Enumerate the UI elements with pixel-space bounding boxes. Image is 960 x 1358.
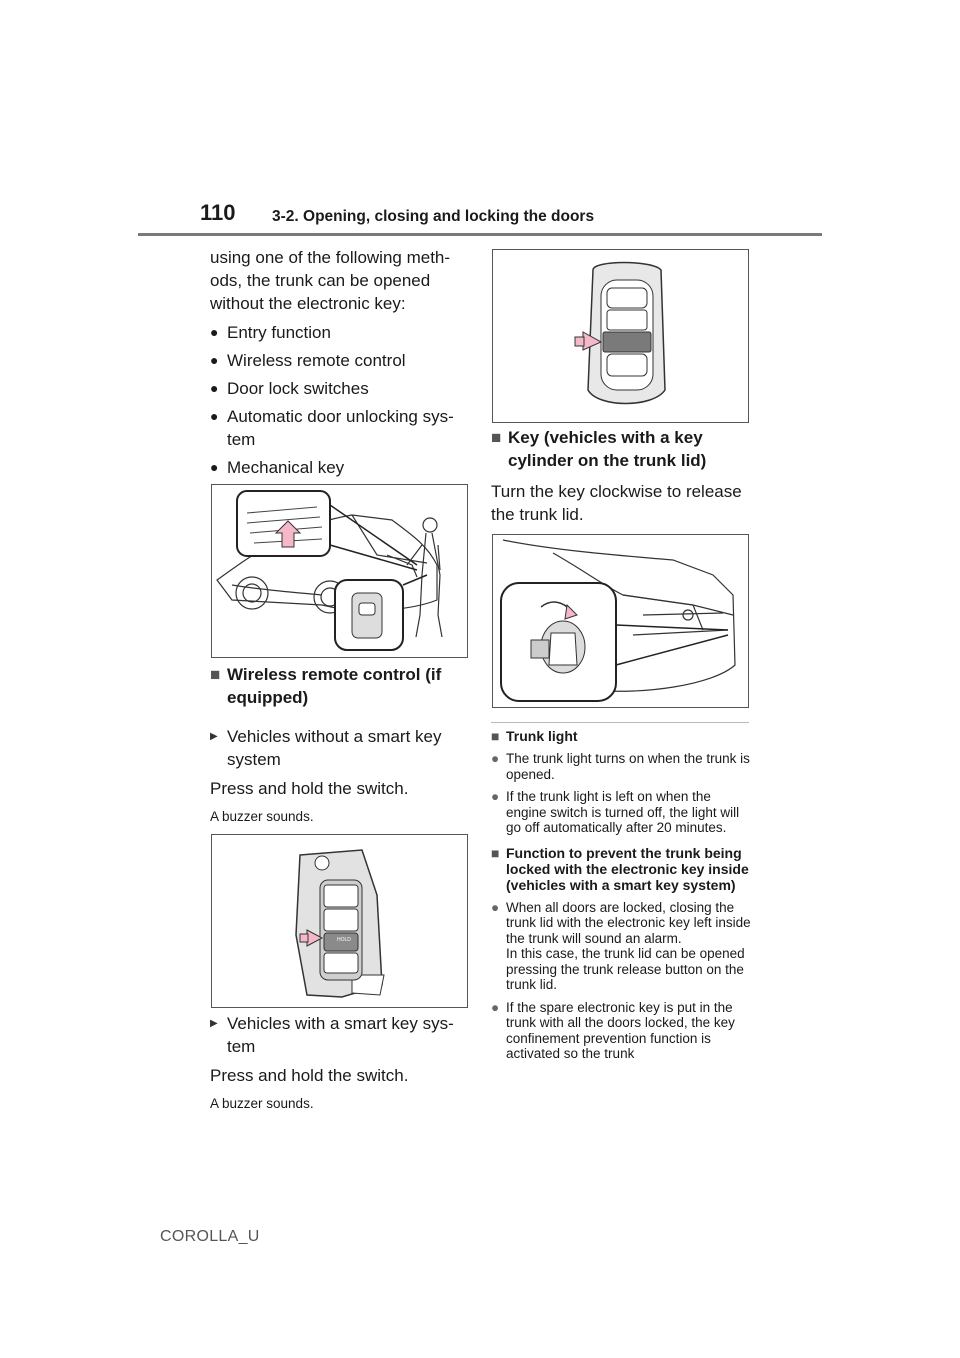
- right-column-middle: [491, 426, 753, 526]
- bullet-dot-icon: ●: [210, 408, 219, 424]
- square-bullet-icon: ■: [491, 844, 500, 861]
- note-heading-prevent-lock: ■ Function to prevent the trunk being locked with the electronic key inside (vehicles with a smart key system): [491, 844, 749, 893]
- turn-key-text: Turn the key clockwise to release the trunk lid.: [491, 482, 742, 524]
- note-item: ● The trunk light turns on when the trunk is opened.: [491, 751, 750, 782]
- footer-model: COROLLA_U: [160, 1228, 260, 1245]
- bullet-dot-icon: ●: [491, 999, 500, 1015]
- buzzer-note-2: A buzzer sounds.: [210, 1096, 314, 1111]
- left-column: [210, 246, 472, 479]
- figure-flip-key: [211, 834, 468, 1008]
- bullet-dot-icon: ●: [210, 459, 219, 475]
- buzzer-note: A buzzer sounds.: [210, 809, 314, 824]
- intro-text: using one of the following meth-ods, the trunk can be opened without the electronic key:: [210, 248, 451, 313]
- bullet-dot-icon: ●: [210, 324, 219, 340]
- press-hold-text-2: Press and hold the switch.: [210, 1066, 409, 1085]
- note-item: ● If the trunk light is left on when the engine switch is turned off, the light will go off automatically after 20 minutes.: [491, 789, 740, 835]
- bullet-dot-icon: ●: [491, 899, 500, 915]
- smart-key-illustration: [493, 250, 748, 422]
- note-item: ● If the spare electronic key is put in the trunk with all the doors locked, the key confinement prevention function is activated so the trunk: [491, 999, 735, 1061]
- left-column-lower: [210, 663, 472, 825]
- bullet-dot-icon: ●: [210, 380, 219, 396]
- note-item: ● When all doors are locked, closing the trunk lid with the electronic key left inside the trunk will sound an alarm. In this case, the trunk lid can be opened pressing the trunk release button on the trunk lid.: [491, 899, 751, 992]
- key-cylinder-illustration: [493, 535, 748, 707]
- heading-wireless-remote: ■ Wireless remote control (if equipped): [210, 665, 442, 707]
- subheading-smart-key: ▶ Vehicles with a smart key sys-tem: [210, 1014, 454, 1056]
- square-bullet-icon: ■: [491, 428, 502, 447]
- bullet-dot-icon: ●: [491, 789, 500, 804]
- notes-divider: [491, 722, 749, 723]
- triangle-bullet-icon: ▶: [210, 731, 218, 742]
- method-item: ● Door lock switches: [210, 379, 369, 398]
- method-item: ● Mechanical key: [210, 458, 345, 477]
- triangle-bullet-icon: ▶: [210, 1018, 218, 1029]
- press-hold-text: Press and hold the switch.: [210, 779, 409, 798]
- flip-key-illustration: [212, 835, 467, 1007]
- page-number: 110: [200, 200, 236, 225]
- square-bullet-icon: ■: [491, 728, 500, 744]
- method-item: ● Entry function: [210, 323, 331, 342]
- figure-car-trunk-person: [211, 484, 468, 658]
- bullet-dot-icon: ●: [491, 751, 500, 766]
- heading-key-cylinder: ■ Key (vehicles with a key cylinder on the trunk lid): [491, 428, 707, 470]
- method-item: ● Wireless remote control: [210, 351, 406, 370]
- hold-label: HOLD: [337, 937, 351, 943]
- square-bullet-icon: ■: [210, 665, 221, 684]
- bullet-dot-icon: ●: [210, 352, 219, 368]
- left-column-bottom: [210, 1012, 472, 1112]
- subheading-no-smart-key: ▶ Vehicles without a smart key system: [210, 727, 442, 769]
- method-item: ● Automatic door unlocking sys-tem: [210, 407, 454, 449]
- header-rule: [138, 233, 822, 236]
- figure-smart-key: [492, 249, 749, 423]
- section-title: 3-2. Opening, closing and locking the doors: [272, 208, 595, 225]
- note-heading-trunk-light: ■ Trunk light: [491, 728, 578, 744]
- car-trunk-illustration: [212, 485, 467, 657]
- notes-block: [491, 728, 753, 1062]
- figure-key-cylinder: [492, 534, 749, 708]
